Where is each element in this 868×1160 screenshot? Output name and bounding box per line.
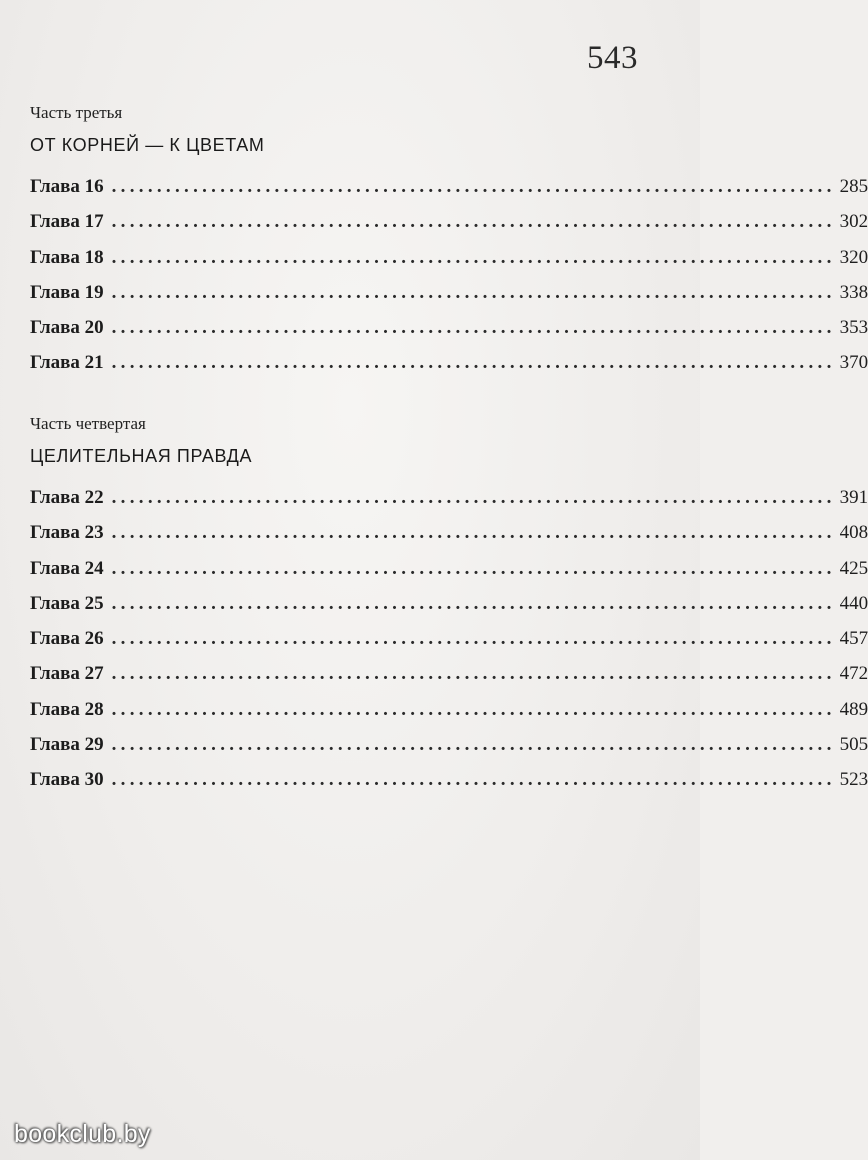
toc-entry — [30, 176, 868, 211]
toc-entry — [30, 663, 868, 698]
toc-entry — [30, 281, 868, 317]
toc-part-4 — [30, 414, 868, 805]
chapter-page: 523 — [839, 769, 868, 791]
chapter-page: 408 — [839, 522, 868, 544]
chapter-page: 338 — [839, 281, 868, 303]
chapter-page: 505 — [839, 734, 868, 756]
dot-leader: ................................................................................ — [111, 557, 836, 579]
toc-entry — [30, 522, 868, 557]
chapter-page: 391 — [839, 487, 868, 508]
dot-leader: ................................................................................ — [111, 246, 836, 268]
toc-entries — [30, 176, 868, 388]
dot-leader: ................................................................................ — [111, 487, 836, 508]
page-number: 543 — [587, 40, 638, 76]
toc-part-3 — [30, 103, 868, 388]
chapter-page: 302 — [839, 211, 868, 233]
chapter-page: 457 — [839, 628, 868, 650]
chapter-label: Глава 27 — [30, 663, 104, 685]
dot-leader: ................................................................................ — [111, 211, 836, 233]
dot-leader: ................................................................................ — [111, 281, 836, 303]
chapter-label: Глава 28 — [30, 698, 104, 720]
chapter-page: 425 — [839, 557, 868, 579]
part-label: Часть четвертая — [30, 414, 146, 433]
toc-entry — [30, 352, 868, 387]
dot-leader: ................................................................................ — [111, 628, 836, 650]
toc-entry — [30, 211, 868, 246]
chapter-label: Глава 16 — [30, 176, 104, 197]
chapter-label: Глава 24 — [30, 557, 104, 579]
chapter-page: 440 — [839, 592, 868, 614]
toc-entry — [30, 557, 868, 593]
dot-leader: ................................................................................ — [111, 663, 836, 685]
dot-leader: ................................................................................ — [111, 176, 836, 197]
toc-entry — [30, 698, 868, 734]
dot-leader: ................................................................................ — [111, 592, 836, 614]
chapter-page: 370 — [839, 352, 868, 374]
part-label: Часть третья — [30, 103, 123, 122]
toc-entry — [30, 769, 868, 804]
toc-entry — [30, 487, 868, 522]
toc-entry — [30, 734, 868, 769]
chapter-label: Глава 21 — [30, 352, 104, 374]
chapter-label: Глава 25 — [30, 592, 104, 614]
part-title: ОТ КОРНЕЙ — К ЦВЕТАМ — [30, 135, 265, 155]
dot-leader: ................................................................................ — [111, 522, 836, 544]
chapter-label: Глава 18 — [30, 246, 104, 268]
chapter-page: 320 — [839, 246, 868, 268]
toc-entries — [30, 487, 868, 805]
dot-leader: ................................................................................ — [111, 698, 836, 720]
chapter-page: 489 — [839, 698, 868, 720]
chapter-page: 472 — [839, 663, 868, 685]
chapter-label: Глава 19 — [30, 281, 104, 303]
watermark-bookclub: bookclub.by — [14, 1120, 151, 1148]
chapter-page: 285 — [839, 176, 868, 197]
dot-leader: ................................................................................ — [111, 317, 836, 339]
part-title: ЦЕЛИТЕЛЬНАЯ ПРАВДА — [30, 446, 253, 466]
chapter-label: Глава 22 — [30, 487, 104, 508]
chapter-label: Глава 23 — [30, 522, 104, 544]
chapter-label: Глава 20 — [30, 317, 104, 339]
chapter-label: Глава 30 — [30, 769, 104, 791]
dot-leader: ................................................................................ — [111, 769, 836, 791]
chapter-label: Глава 17 — [30, 211, 104, 233]
toc-entry — [30, 317, 868, 352]
dot-leader: ................................................................................ — [111, 734, 836, 756]
dot-leader: ................................................................................ — [111, 352, 836, 374]
chapter-label: Глава 26 — [30, 628, 104, 650]
toc-entry — [30, 592, 868, 628]
toc-entry — [30, 246, 868, 282]
chapter-label: Глава 29 — [30, 734, 104, 756]
chapter-page: 353 — [839, 317, 868, 339]
toc-entry — [30, 628, 868, 663]
